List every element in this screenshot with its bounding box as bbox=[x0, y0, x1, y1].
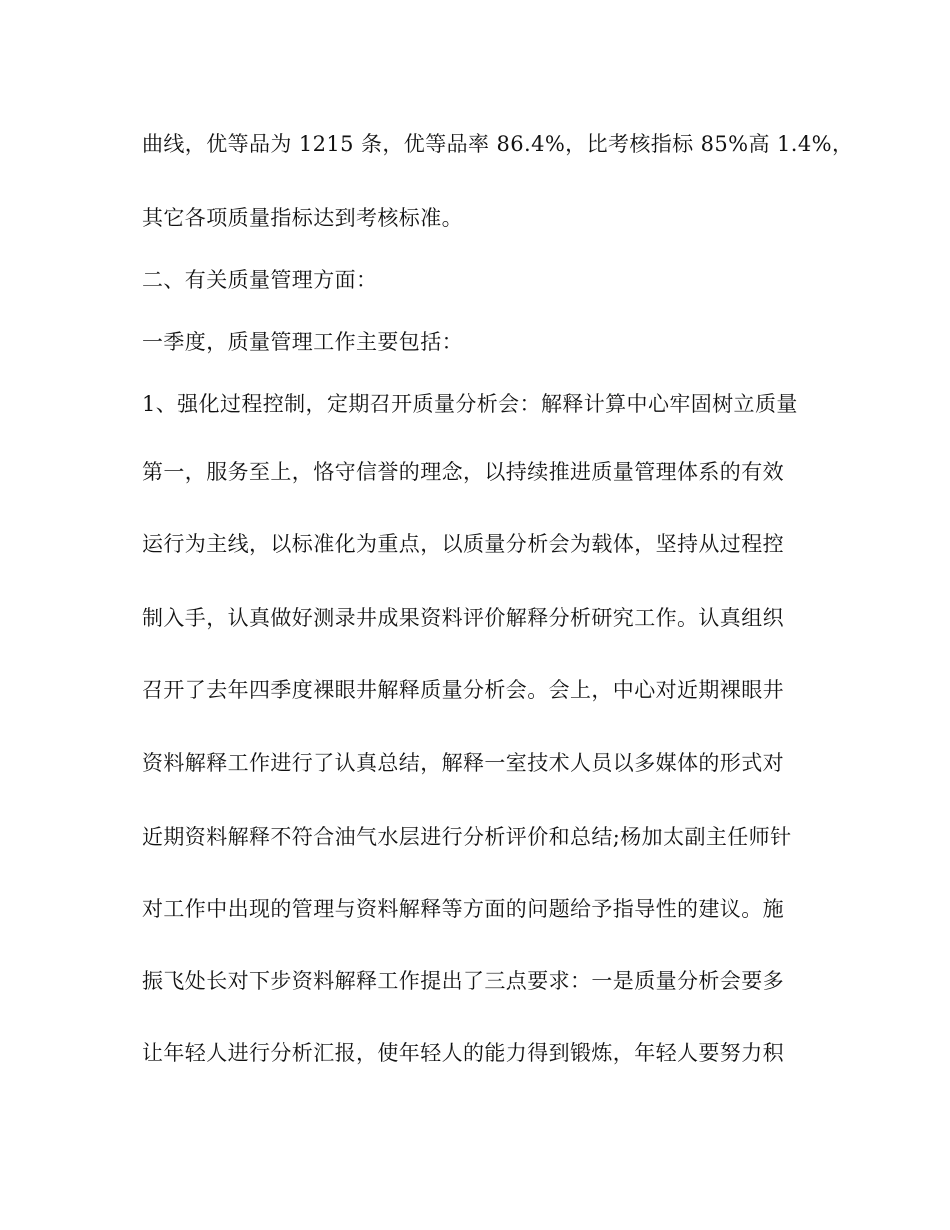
text-line: 曲线，优等品为 1215 条，优等品率 86.4%，比考核指标 85%高 1.4%， bbox=[142, 132, 854, 156]
text-line: 一季度，质量管理工作主要包括： bbox=[142, 330, 463, 354]
text-line: 资料解释工作进行了认真总结，解释一室技术人员以多媒体的形式对 bbox=[142, 751, 784, 775]
text-line: 振飞处长对下步资料解释工作提出了三点要求：一是质量分析会要多 bbox=[142, 969, 784, 993]
text-line: 其它各项质量指标达到考核标准。 bbox=[142, 206, 463, 230]
text-line: 召开了去年四季度裸眼井解释质量分析会。会上，中心对近期裸眼井 bbox=[142, 678, 784, 702]
text-line: 近期资料解释不符合油气水层进行分析评价和总结;杨加太副主任师针 bbox=[142, 825, 792, 849]
text-line: 让年轻人进行分析汇报，使年轻人的能力得到锻炼，年轻人要努力积 bbox=[142, 1041, 784, 1065]
section-heading: 二、有关质量管理方面： bbox=[142, 268, 378, 292]
text-line: 制入手，认真做好测录井成果资料评价解释分析研究工作。认真组织 bbox=[142, 606, 784, 630]
text-line: 1、强化过程控制，定期召开质量分析会：解释计算中心牢固树立质量 bbox=[142, 392, 798, 416]
text-line: 对工作中出现的管理与资料解释等方面的问题给予指导性的建议。施 bbox=[142, 897, 784, 921]
text-line: 第一，服务至上，恪守信誉的理念，以持续推进质量管理体系的有效 bbox=[142, 460, 784, 484]
text-line: 运行为主线，以标准化为重点，以质量分析会为载体，坚持从过程控 bbox=[142, 532, 784, 556]
